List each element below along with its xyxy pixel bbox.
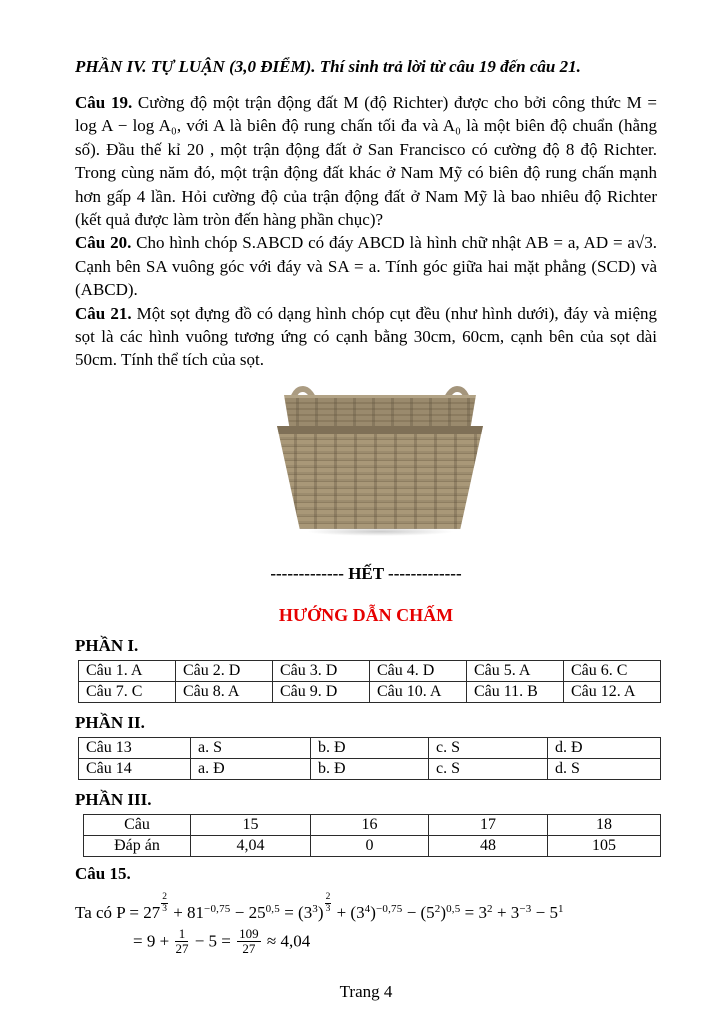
question-21-label: Câu 21. bbox=[75, 303, 132, 323]
table-row bbox=[84, 835, 661, 856]
table-cell: Câu 4. D bbox=[370, 660, 467, 681]
table-cell: 15 bbox=[191, 814, 311, 835]
table-cell: Câu 3. D bbox=[273, 660, 370, 681]
table-cell: Câu 6. C bbox=[564, 660, 661, 681]
table-cell: Câu 9. D bbox=[273, 681, 370, 702]
part2-label: PHẦN II. bbox=[75, 712, 145, 732]
table-row bbox=[79, 660, 661, 681]
answer-table-part3 bbox=[83, 814, 661, 857]
table-cell: Câu bbox=[84, 814, 191, 835]
question-20 bbox=[75, 231, 657, 301]
question-19 bbox=[75, 91, 657, 231]
answer-table-part1 bbox=[78, 660, 661, 703]
table-cell: Câu 1. A bbox=[79, 660, 176, 681]
question-21 bbox=[75, 302, 657, 372]
table-row bbox=[84, 814, 661, 835]
table-cell: d. S bbox=[548, 758, 661, 779]
table-cell: b. Đ bbox=[311, 737, 429, 758]
table-row bbox=[79, 681, 661, 702]
page-number: Trang 4 bbox=[339, 982, 393, 1002]
table-cell: d. Đ bbox=[548, 737, 661, 758]
table-cell: 17 bbox=[429, 814, 548, 835]
table-cell: b. Đ bbox=[311, 758, 429, 779]
question-19-text: Cường độ một trận động đất M (độ Richter) được cho bởi công thức M = log A − log A₀, với A là biên độ rung chấn tối đa và A₀ là một biên độ chuẩn (hằng số). Đầu thế kỉ 20 , một trận động đất ở San Francisco có cường độ 8 độ Richter. Trong cùng năm đó, một trận động đất khác ở Nam Mỹ có biên độ rung chấn mạnh hơn gấp 4 lần. Hỏi cường độ của trận động đất ở Nam Mỹ là bao nhiêu độ Richter (kết quả được làm tròn đến hàng phần chục)? bbox=[75, 93, 658, 230]
grading-guide-title: HƯỚNG DẪN CHẤM bbox=[278, 604, 454, 625]
table-cell: Câu 10. A bbox=[370, 681, 467, 702]
question-20-label: Câu 20. bbox=[75, 233, 132, 253]
table-row bbox=[79, 758, 661, 779]
cau15-label: Câu 15. bbox=[75, 863, 131, 883]
answer-table-part2 bbox=[78, 737, 661, 780]
table-cell: Câu 7. C bbox=[79, 681, 176, 702]
table-cell: 16 bbox=[311, 814, 429, 835]
question-20-text: Cho hình chóp S.ABCD có đáy ABCD là hình chữ nhật AB = a, AD = a√3. Cạnh bên SA vuông góc với đáy và SA = a. Tính góc giữa hai mặt phẳng (SCD) và (ABCD). bbox=[75, 233, 657, 300]
table-cell: Câu 13 bbox=[79, 737, 191, 758]
question-19-label: Câu 19. bbox=[75, 93, 133, 112]
table-cell: Câu 12. A bbox=[564, 681, 661, 702]
table-cell: Câu 11. B bbox=[467, 681, 564, 702]
table-cell: Câu 5. A bbox=[467, 660, 564, 681]
table-cell: c. S bbox=[429, 737, 548, 758]
table-cell: Đáp án bbox=[84, 835, 191, 856]
table-cell: a. S bbox=[191, 737, 311, 758]
cau15-solution-line2: = 9 + $\frac{1}{27}$ − 5 = $\frac{109}{27}$ ≈ 4,04 bbox=[133, 925, 311, 957]
end-of-exam-marker: ------------- HẾT ------------- bbox=[270, 563, 462, 583]
part1-label: PHẦN I. bbox=[75, 635, 139, 655]
part4-heading: PHẦN IV. TỰ LUẬN (3,0 ĐIỂM). Thí sinh trả lời từ câu 19 đến câu 21. bbox=[75, 57, 581, 76]
table-cell: 18 bbox=[548, 814, 661, 835]
table-cell: Câu 8. A bbox=[176, 681, 273, 702]
table-cell: 4,04 bbox=[191, 835, 311, 856]
question-21-text: Một sọt đựng đồ có dạng hình chóp cụt đều (như hình dưới), đáy và miệng sọt là các hình vuông tương ứng có cạnh bằng 30cm, 60cm, cạnh bên của sọt dài 50cm. Tính thể tích của sọt. bbox=[75, 303, 658, 370]
table-cell: a. Đ bbox=[191, 758, 311, 779]
table-cell: 105 bbox=[548, 835, 661, 856]
table-row bbox=[79, 737, 661, 758]
part3-label: PHẦN III. bbox=[75, 789, 152, 809]
wicker-basket-photo bbox=[277, 386, 483, 533]
table-cell: c. S bbox=[429, 758, 548, 779]
basket-body bbox=[277, 426, 483, 529]
table-cell: 48 bbox=[429, 835, 548, 856]
table-cell: 0 bbox=[311, 835, 429, 856]
table-cell: Câu 14 bbox=[79, 758, 191, 779]
cau15-solution-line1: Ta có P = 27 $\frac{2}{3}$ + $81^{-0,75} - 25^{0,5} = (3^3)$ $\frac{2}{3}$ + $(3^4)^{-0,75} - (5^2)^{0,5} = 3^2 + 3^{-3} - 5^1$ bbox=[75, 891, 564, 922]
table-cell: Câu 2. D bbox=[176, 660, 273, 681]
